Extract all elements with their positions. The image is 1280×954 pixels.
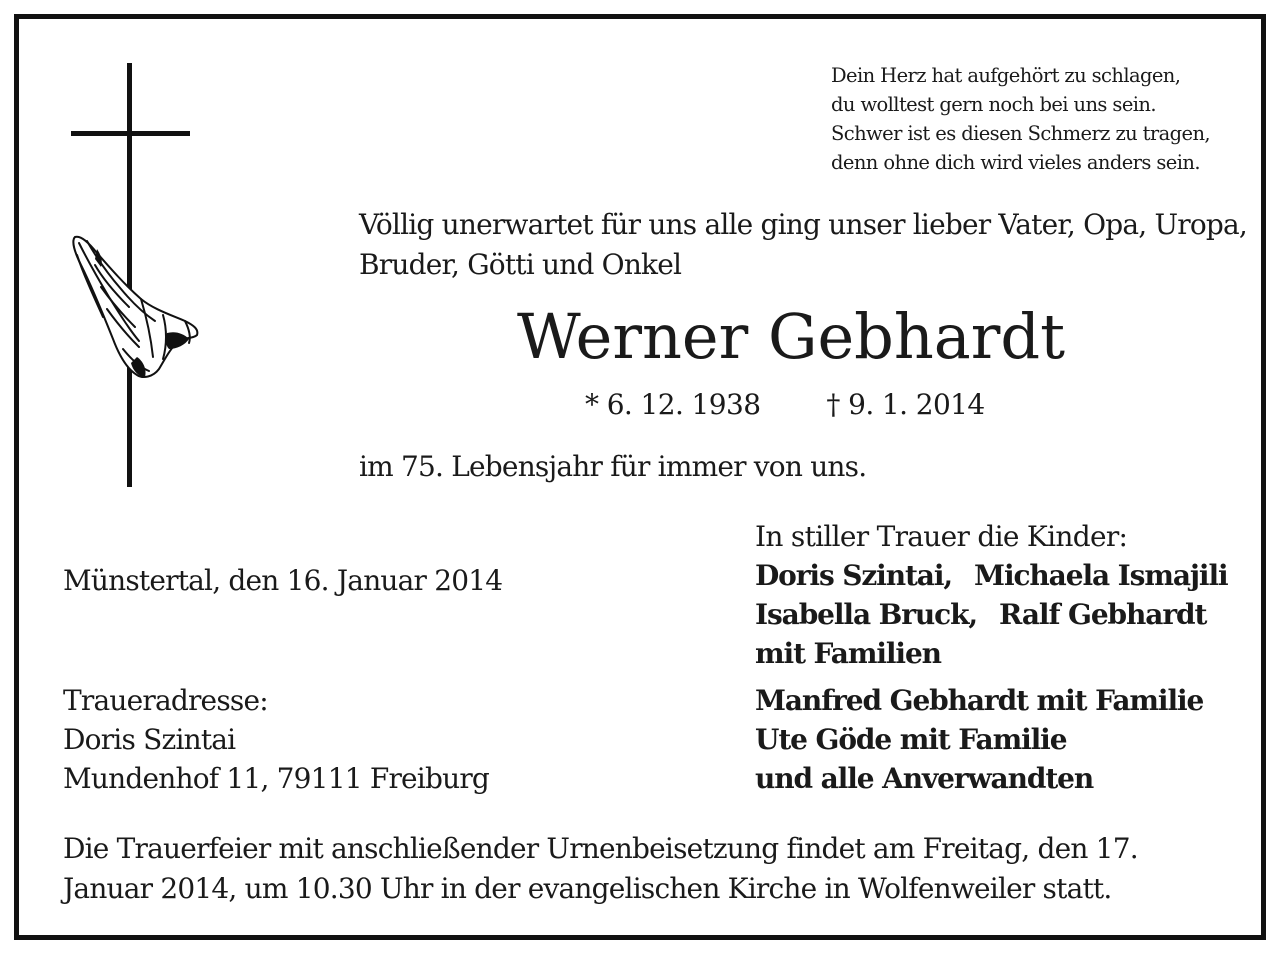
mourning-address: [63, 681, 489, 798]
birth-date: * 6. 12. 1938: [585, 388, 761, 421]
funeral-service-info: Die Trauerfeier mit anschließender Urnenbeisetzung findet am Freitag, den 17. Januar 2014, um 10.30 Uhr in der evangelischen Kirche in Wolfenweiler statt.: [63, 832, 1138, 905]
cross-crossbar: [71, 131, 190, 136]
mourner-line: Manfred Gebhardt mit Familie: [755, 684, 1204, 717]
poem-line: Schwer ist es diesen Schmerz zu tragen,: [831, 122, 1211, 145]
age-line: im 75. Lebensjahr für immer von uns.: [359, 450, 867, 483]
poem-line: du wolltest gern noch bei uns sein.: [831, 93, 1156, 116]
life-dates: [585, 385, 985, 425]
poem: [831, 61, 1210, 177]
poem-line: Dein Herz hat aufgehört zu schlagen,: [831, 64, 1181, 87]
address-street: Mundenhof 11, 79111 Freiburg: [63, 762, 490, 795]
poem-line: denn ohne dich wird vieles anders sein.: [831, 151, 1200, 174]
praying-hands-icon: [67, 229, 202, 389]
children-row: [755, 556, 1228, 595]
mourner-line: Ute Göde mit Familie: [755, 723, 1067, 756]
child-name: Isabella Bruck,: [755, 598, 978, 631]
address-label: Traueradresse:: [63, 684, 268, 717]
place-date: Münstertal, den 16. Januar 2014: [63, 564, 503, 597]
intro-text: [359, 205, 1247, 285]
mourner-line: und alle Anverwandten: [755, 762, 1094, 795]
deceased-name: Werner Gebhardt: [517, 300, 1066, 373]
child-name: Doris Szintai,: [755, 559, 953, 592]
intro-line: Bruder, Götti und Onkel: [359, 248, 682, 281]
intro-line: Völlig unerwartet für uns alle ging unser lieber Vater, Opa, Uropa,: [359, 208, 1248, 241]
mourners-list: [755, 517, 1228, 798]
child-name: Ralf Gebhardt: [999, 598, 1207, 631]
obituary-notice: [14, 14, 1266, 940]
children-row: [755, 595, 1228, 634]
children-suffix: mit Familien: [755, 637, 941, 670]
mourners-heading: In stiller Trauer die Kinder:: [755, 520, 1128, 553]
address-name: Doris Szintai: [63, 723, 236, 756]
death-date: † 9. 1. 2014: [826, 388, 985, 421]
child-name: Michaela Ismajili: [974, 559, 1228, 592]
